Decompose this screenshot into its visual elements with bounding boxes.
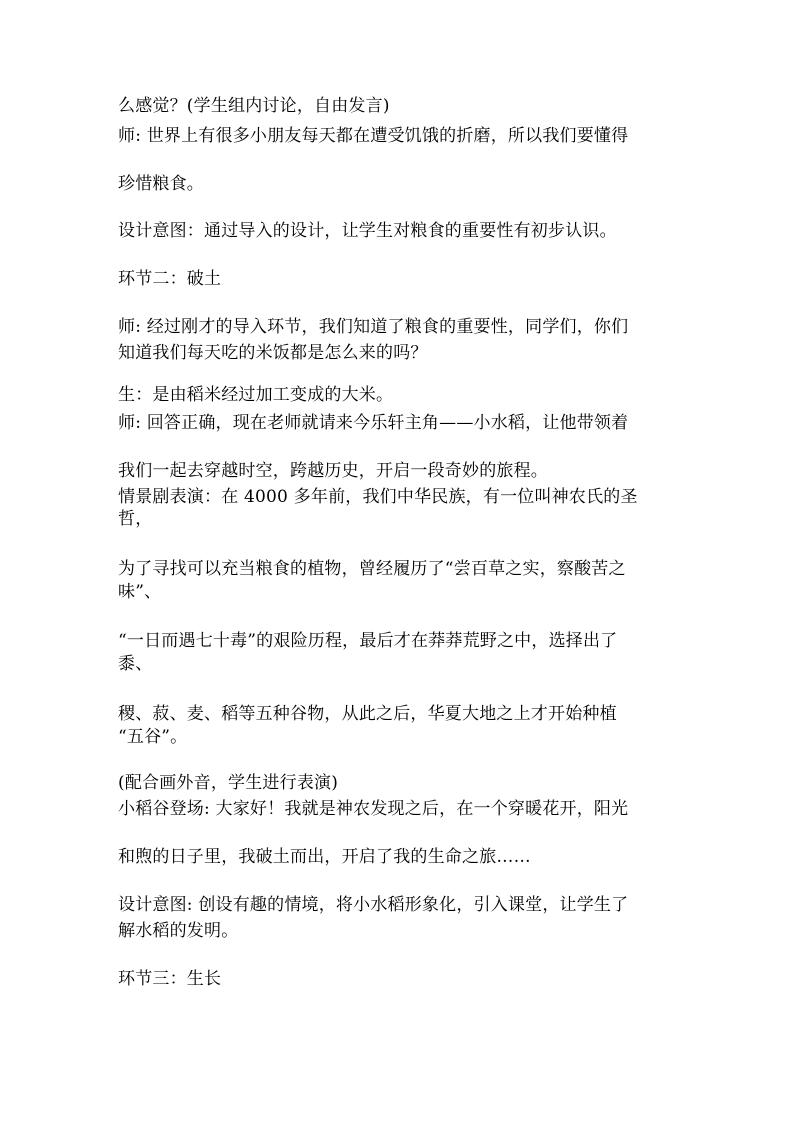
text-line-drama-intro-cont: 哲， <box>118 509 153 529</box>
text-line-hardship-cont: 黍、 <box>118 654 153 674</box>
text-line-rice-question: 知道我们每天吃的米饭都是怎么来的吗？ <box>118 343 428 363</box>
text-line-design-intent-2-cont: 解水稻的发明。 <box>118 921 239 941</box>
text-line-rice-entrance: 小稻谷登场: 大家好！我就是神农发现之后，在一个穿暖花开，阳光 <box>118 799 629 819</box>
text-line-hardship: “一日而遇七十毒”的艰险历程，最后才在莽莽荒野之中，选择出了 <box>118 631 618 651</box>
text-line-five-grains-cont: “五谷”。 <box>118 727 188 747</box>
text-line-time-travel: 我们一起去穿越时空，跨越历史，开启一段奇妙的旅程。 <box>118 461 548 481</box>
text-line-discussion: 么感觉？(学生组内讨论，自由发言) <box>118 96 390 116</box>
text-line-voiceover: (配合画外音，学生进行表演) <box>118 773 339 793</box>
text-line-search-plants-cont: 味”、 <box>118 582 162 602</box>
section-heading-3: 环节三：生长 <box>118 969 222 989</box>
text-line-drama-intro: 情景剧表演：在 4000 多年前，我们中华民族，有一位叫神农氏的圣 <box>118 487 638 507</box>
text-line-design-intent-1: 设计意图：通过导入的设计，让学生对粮食的重要性有初步认识。 <box>118 221 617 241</box>
text-line-five-grains: 稷、菽、麦、稻等五种谷物，从此之后，华夏大地之上才开始种植 <box>118 704 617 724</box>
text-line-search-plants: 为了寻找可以充当粮食的植物，曾经履历了“尝百草之实，察酸苦之 <box>118 559 626 579</box>
text-line-design-intent-2: 设计意图: 创设有趣的情境，将小水稻形象化，引入课堂，让学生了 <box>118 895 629 915</box>
text-line-student-answer: 生：是由稻米经过加工变成的大米。 <box>118 385 394 405</box>
text-line-life-journey: 和煦的日子里，我破土而出，开启了我的生命之旅…… <box>118 847 531 867</box>
section-heading-2: 环节二：破土 <box>118 269 222 289</box>
text-line-teacher-correct: 师: 回答正确，现在老师就请来今乐轩主角——小水稻，让他带领着 <box>118 413 629 433</box>
text-line-cherish-food: 珍惜粮食。 <box>118 174 204 194</box>
text-line-teacher-intro: 师: 经过刚才的导入环节，我们知道了粮食的重要性，同学们，你们 <box>118 317 629 337</box>
text-line-teacher-hunger: 师: 世界上有很多小朋友每天都在遭受饥饿的折磨，所以我们要懂得 <box>118 126 629 146</box>
